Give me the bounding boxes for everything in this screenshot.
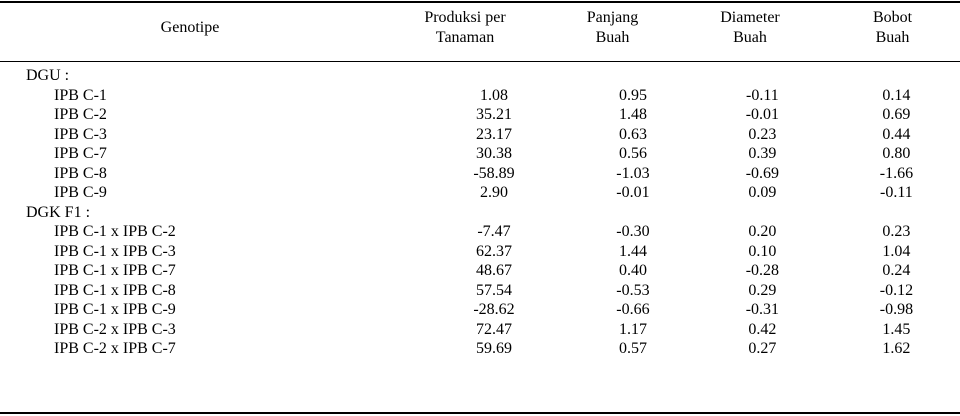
genotype-name: IPB C-1 x IPB C-8 [54,281,176,299]
bottom-rule [0,412,960,414]
table-row [0,281,960,301]
bobot-value: -0.11 [880,184,913,201]
table-row [0,164,960,184]
bobot-value: 0.80 [882,145,911,162]
produksi-value: 2.90 [479,184,508,201]
header-bobot: Bobot Buah [872,9,913,46]
genotype-name: IPB C-2 x IPB C-3 [54,320,176,338]
group-label: DGK F1 : [26,203,91,221]
produksi-value: -7.47 [477,223,511,240]
panjang-value: 1.17 [618,320,647,338]
genotype-name: IPB C-8 [54,164,107,182]
diameter-value: 0.23 [748,125,777,143]
group-label: DGU : [26,67,70,84]
diameter-value [692,203,833,223]
produksi-value [414,203,574,223]
diameter-value: 0.39 [748,145,777,162]
diameter-value: 0.09 [748,184,777,201]
group-row [0,66,960,86]
produksi-value: 62.37 [475,242,512,260]
diameter-value: 0.42 [748,320,777,338]
table-row [0,242,960,262]
panjang-value: 0.63 [618,125,647,143]
panjang-value [574,203,692,223]
panjang-value: 0.57 [618,340,647,357]
diameter-value: -0.69 [745,164,780,182]
header-produksi: Produksi per Tanaman [424,9,506,46]
panjang-value: 1.44 [618,242,647,260]
panjang-value: -1.03 [616,164,650,182]
table-row [0,222,960,242]
diameter-value: -0.31 [745,301,780,318]
table-row [0,144,960,164]
bobot-value: 1.62 [882,340,911,357]
bobot-value: 1.04 [882,242,911,260]
bobot-value [833,66,960,86]
panjang-value: 0.95 [618,86,647,104]
produksi-value: 48.67 [475,262,512,279]
genotype-name: IPB C-2 [54,106,107,123]
bobot-value: 0.69 [882,106,911,123]
bobot-value: -1.66 [879,164,914,182]
diameter-value: 0.20 [748,223,777,240]
produksi-value: 57.54 [475,281,512,299]
genotype-name: IPB C-1 x IPB C-2 [54,223,176,240]
produksi-value: 23.17 [475,125,512,143]
bobot-value [833,203,960,223]
table-row [0,105,960,125]
table-row [0,320,960,340]
bobot-value: 0.44 [882,125,911,143]
produksi-value: 1.08 [479,86,508,104]
table-row [0,300,960,320]
bobot-value: -0.12 [879,281,914,299]
bobot-value: 0.23 [882,223,911,240]
produksi-value: 59.69 [475,340,512,357]
panjang-value: -0.01 [616,184,650,201]
diameter-value: 0.29 [748,281,777,299]
panjang-value: 0.56 [618,145,647,162]
produksi-value: -58.89 [473,164,515,182]
table-row [0,86,960,106]
panjang-value: 1.48 [618,106,647,123]
panjang-value: 0.40 [618,262,647,279]
table-body [0,66,960,359]
genotype-name: IPB C-9 [54,184,107,201]
genotype-name: IPB C-1 [54,86,107,104]
genotype-name: IPB C-1 x IPB C-9 [54,301,176,318]
diameter-value: -0.01 [745,106,780,123]
diameter-value: 0.27 [748,340,777,357]
diameter-value: 0.10 [748,242,777,260]
table-row [0,183,960,203]
produksi-value: 30.38 [475,145,512,162]
diameter-value: -0.11 [746,86,779,104]
panjang-value [574,66,692,86]
produksi-value: 72.47 [475,320,512,338]
genotype-name: IPB C-1 x IPB C-7 [54,262,176,279]
genotype-name: IPB C-3 [54,125,107,143]
table-row [0,339,960,359]
top-rule [0,1,960,3]
panjang-value: -0.66 [616,301,650,318]
diameter-value [692,66,833,86]
bobot-value: 1.45 [882,320,911,338]
genotype-name: IPB C-7 [54,145,107,162]
header-diameter: Diameter Buah [720,9,780,46]
bobot-value: 0.24 [882,262,911,279]
table-row [0,125,960,145]
header-panjang: Panjang Buah [586,9,639,46]
genotype-name: IPB C-1 x IPB C-3 [54,242,176,260]
header-rule [0,61,960,62]
panjang-value: -0.53 [616,281,650,299]
table-row [0,261,960,281]
bobot-value: 0.14 [882,86,911,104]
diameter-value: -0.28 [745,262,780,279]
produksi-value [414,66,574,86]
genotype-name: IPB C-2 x IPB C-7 [54,340,176,357]
produksi-value: -28.62 [473,301,515,318]
header-genotipe: Genotipe [160,19,220,36]
produksi-value: 35.21 [475,106,512,123]
panjang-value: -0.30 [616,223,650,240]
group-row [0,203,960,223]
bobot-value: -0.98 [879,301,914,318]
